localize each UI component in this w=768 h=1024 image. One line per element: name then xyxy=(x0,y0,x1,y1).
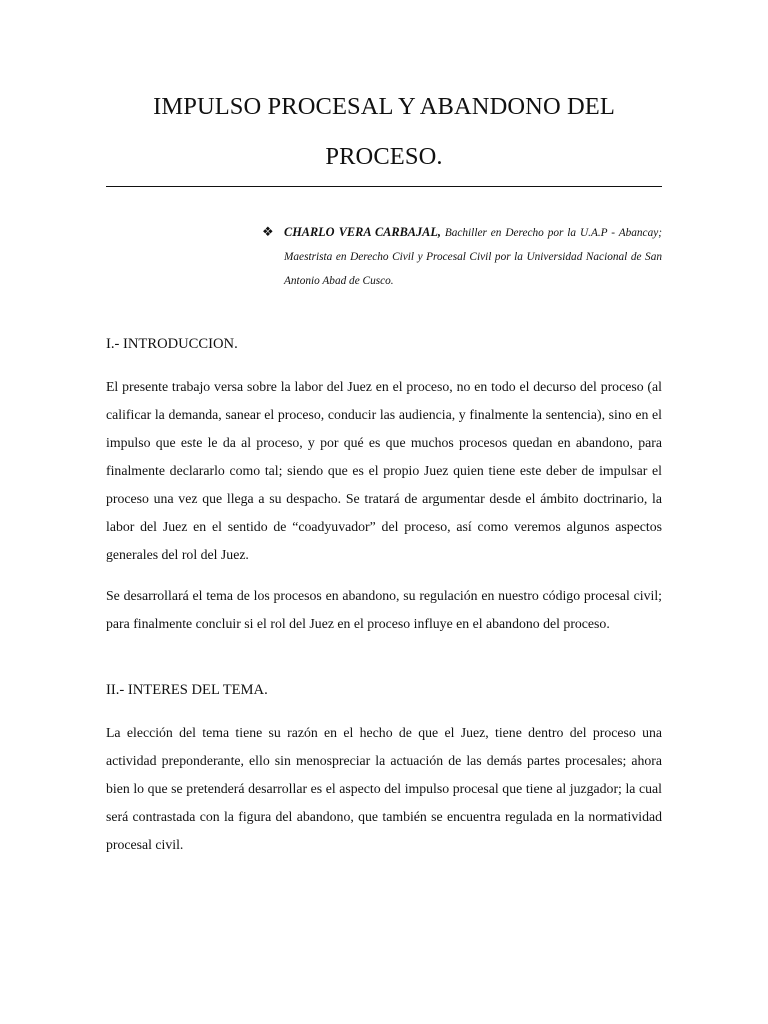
section-heading: I.- INTRODUCCION. xyxy=(106,336,238,352)
paragraph: Se desarrollará el tema de los procesos en abandono, su regulación en nuestro código procesal civil; para finalmente concluir si el rol del Juez en el proceso influye en el abandono del proceso. xyxy=(106,588,662,631)
paragraph: La elección del tema tiene su razón en el hecho de que el Juez, tiene dentro del proceso una actividad preponderante, ello sin menospreciar la actuación de las demás partes procesales; ahora bien lo que se pretenderá desarrollar es el aspecto del impulso procesal que tiene al juzgador; la cual será contrastada con la figura del abandono, que también se encuentra regulada en la normatividad procesal civil. xyxy=(106,725,662,852)
section-interes-del-tema xyxy=(106,680,662,859)
title-line-2: PROCESO. xyxy=(325,143,443,170)
title-line-1: IMPULSO PROCESAL Y ABANDONO DEL xyxy=(153,93,615,120)
paragraph: El presente trabajo versa sobre la labor del Juez en el proceso, no en todo el decurso del proceso (al calificar la demanda, sanear el proceso, conducir las audiencia, y finalmente la sentencia), sino en el impulso que este le da al proceso, y por qué es que muchos procesos quedan en abandono, para finalmente declararlo como tal; siendo que es el propio Juez quien tiene este deber de impulsar el proceso una vez que llega a su despacho. Se tratará de argumentar desde el ámbito doctrinario, la labor del Juez en el sentido de “coadyuvador” del proceso, así como veremos algunos aspectos generales del rol del Juez. xyxy=(106,379,662,562)
author-credentials: Bachiller en Derecho por la U.A.P - Abancay; Maestrista en Derecho Civil y Procesal Civil por la Universidad Nacional de San Antonio Abad de Cusco. xyxy=(284,227,662,287)
diamond-bullet-icon: ❖ xyxy=(262,224,274,239)
section-introduccion xyxy=(106,334,662,638)
author-block xyxy=(262,220,662,293)
section-heading: II.- INTERES DEL TEMA. xyxy=(106,682,268,698)
title-divider xyxy=(106,186,662,187)
author-text xyxy=(284,220,662,293)
document-title xyxy=(106,82,662,182)
author-name: CHARLO VERA CARBAJAL, xyxy=(284,225,441,239)
